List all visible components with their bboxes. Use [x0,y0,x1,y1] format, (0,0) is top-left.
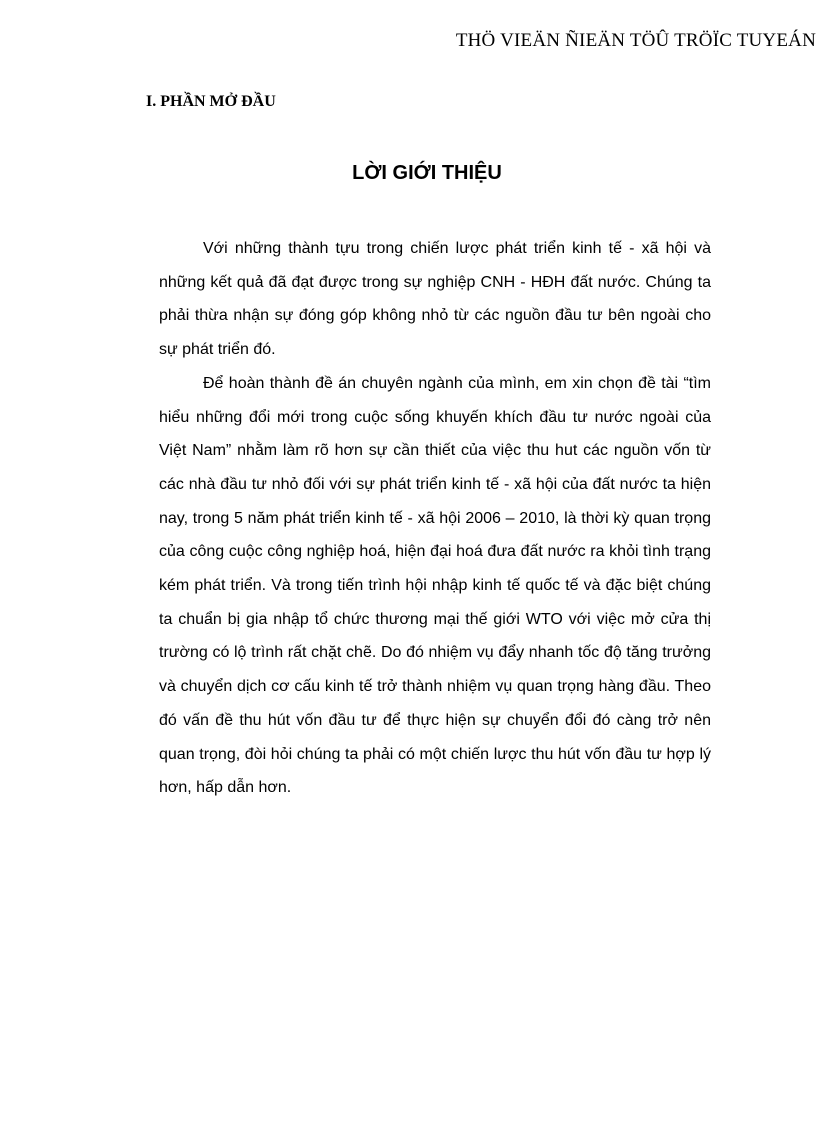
section-heading: I. PHẦN MỞ ĐẦU [146,93,276,110]
body-text [159,232,711,805]
page-title: LỜI GIỚI THIỆU [352,162,502,184]
paragraph-topic: Để hoàn thành đề án chuyên ngành của mình, em xin chọn đề tài “tìm hiểu những đổi mới trong cuộc sống khuyến khích đầu tư nước ngoài của Việt Nam” nhằm làm rõ hơn sự cần thiết của việc thu hut các nguồn vốn từ các nhà đầu tư nhỏ đối với sự phát triển kinh tế - xã hội của đất nước ta hiện nay, trong 5 năm phát triển kinh tế - xã hội 2006 – 2010, là thời kỳ quan trọng của công cuộc công nghiệp hoá, hiện đại hoá đưa đất nước ra khỏi tình trạng kém phát triển. Và trong tiến trình hội nhập kinh tế quốc tế và đặc biệt chúng ta chuẩn bị gia nhập tổ chức thương mại thế giới WTO với việc mở cửa thị trường có lộ trình rất chặt chẽ. Do đó nhiệm vụ đẩy nhanh tốc độ tăng trưởng và chuyển dịch cơ cấu kinh tế trở thành nhiệm vụ quan trọng hàng đầu. Theo đó vấn đề thu hút vốn đầu tư để thực hiện sự chuyển đổi đó càng trở nên quan trọng, đòi hỏi chúng ta phải có một chiến lược thu hút vốn đầu tư hợp lý hơn, hấp dẫn hơn. [159,374,711,797]
running-header: THÖ VIEÄN ÑIEÄN TÖÛ TRÖÏC TUYEÁN [455,30,816,51]
paragraph-intro: Với những thành tựu trong chiến lược phát triển kinh tế - xã hội và những kết quả đã đạt được trong sự nghiệp CNH - HĐH đất nước. Chúng ta phải thừa nhận sự đóng góp không nhỏ từ các nguồn đầu tư bên ngoài cho sự phát triển đó. [159,240,711,359]
